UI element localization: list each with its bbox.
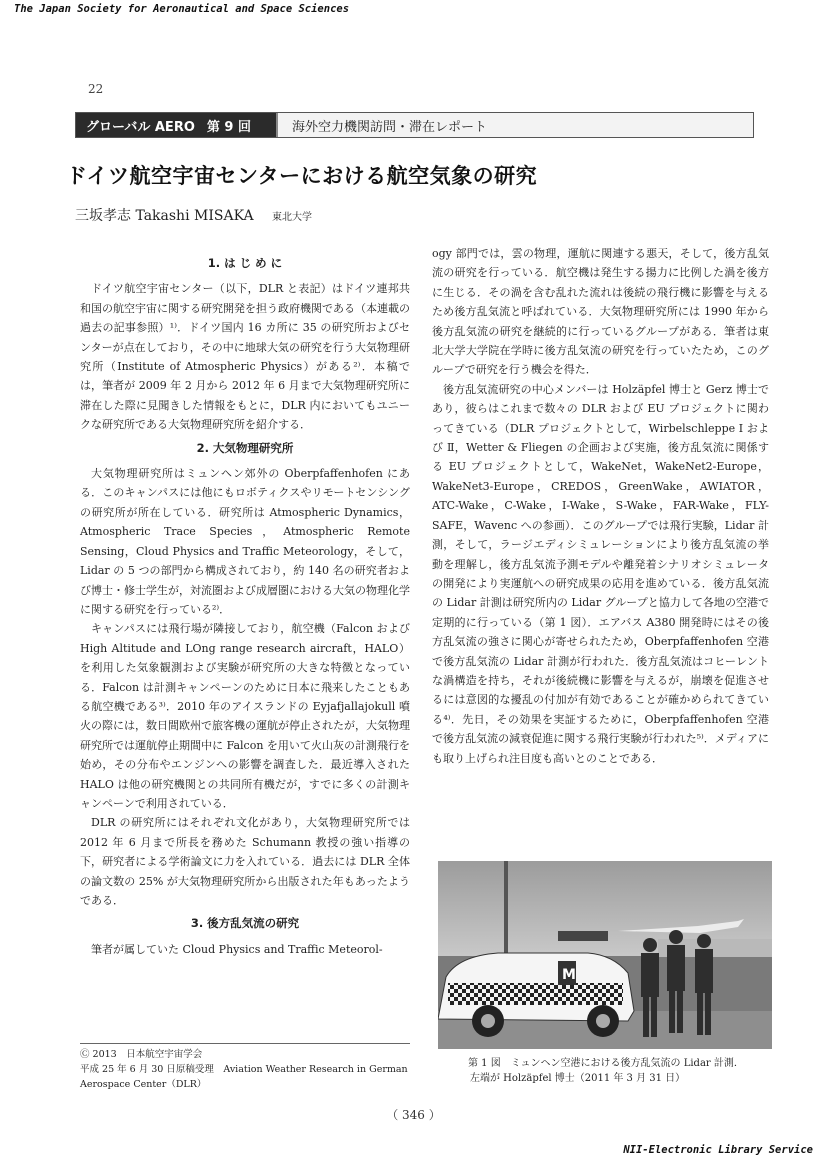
paragraph: 後方乱気流研究の中心メンバーは Holzäpfel 博士と Gerz 博士であり，彼らはこれまで数々の DLR および EU プロジェクトに関わってきている（DLR プロジェクトとして，Wirbelschleppe Ⅰ および Ⅱ，Wetter & Fliegen の企画および実施，後方乱気流に関係する EU プロジェクトとして，WakeNet，WakeNet2-Europe，WakeNet3-Europe，CREDOS，GreenWake，AWIATOR，ATC-Wake，C-Wake，I-Wake，S-Wake，FAR-Wake，FLY-SAFE，Wavenc への参画）．このグループでは飛行実験，Lidar 計測，そして，ラージエディシミュレーションにより後方乱気流の挙動を理解し，後方乱気流予測モデルや離発着シナリオシミュレータの開発により実運航への研究成果の応用を進めている．後方乱気流の Lidar 計測は研究所内の Lidar グループと協力して各地の空港で定期的に行っている（第 1 図）．エアバス A380 開発時にはその後方乱気流の強さに関心が寄せられたため，Oberpfaffenhofen 空港で後方乱気流の Lidar 計測が行われた．後方乱気流はコヒーレントな渦構造を持ち，それが後続機に影響を与えるが，崩壊を促進させるには意図的な擾乱の付加が有効であることが確かめられてきている⁴⁾．先日，その効果を実証するために，Oberpfaffenhofen 空港で後方乱気流の減衰促進に関する飛行実験が行われた⁵⁾．メディアにも取り上げられ注目度も高いとのことである． — [432, 382, 769, 765]
page-number: 22 — [88, 82, 104, 96]
people — [641, 930, 713, 1037]
figure-photo — [438, 861, 772, 1049]
copyright: Ⓒ 2013 日本航空宇宙学会 — [80, 1049, 203, 1060]
section-heading-1: 1. は じ め に — [207, 256, 283, 270]
paragraph: ogy 部門では，雲の物理，運航に関連する悪天，そして，後方乱気流の研究を行っている．航空機は発生する揚力に比例した渦を後方に生じる．その渦を含む乱れた流れは後続の飛行機に影響を与えるため後方乱気流と呼ばれている．大気物理研究所には 1990 年から後方乱気流の研究を継続的に行っているグループがある．筆者は東北大学大学院在学時に後方乱気流の研究を行っていたため，このグループで研究を行う機会を得た． — [432, 247, 769, 377]
airport-lidar-photo — [438, 861, 772, 1049]
series-name: グローバル AERO — [86, 119, 195, 135]
paragraph: キャンパスには飛行場が隣接しており，航空機（Falcon および High Altitude and LOng range research aircraft，HALO）を利用した気象観測および実験が研究所の大きな特徴となっている．Falcon は計測キャンペーンのために日本に飛来したこともある航空機である³⁾．2010 年のアイスランドの Eyjafjallajokull 噴火の際には，数日間欧州で旅客機の運航が停止されたが，大気物理研究所では運航停止期間中に Falcon を用いて火山灰の計測飛行を始め，その分布やエンジンへの影響を調査した．最近導入された HALO は他の研究機関との共同所有機だが，すでに多くの計測キャンペーンで利用されている． — [80, 622, 410, 810]
received-note: 平成 25 年 6 月 30 日原稿受理 Aviation Weather Research in German Aerospace Center（DLR） — [80, 1064, 408, 1090]
right-column — [432, 244, 769, 768]
caption-line: 左端が Holzäpfel 博士（2011 年 3 月 31 日） — [470, 1073, 686, 1084]
left-column — [80, 250, 410, 959]
paragraph: 大気物理研究所はミュンヘン郊外の Oberpfaffenhofen にある．このキャンパスには他にもロボティクスやリモートセンシングの研究所が所在している．研究所は Atmospheric Dynamics，Atmospheric Trace Species，Atmospheric Remote Sensing，Cloud Physics and Traffic Meteorology，そして，Lidar の 5 つの部門から構成されており，約 140 名の研究者および博士・修士学生が，対流圏および成層圏における大気の物理化学に関する研究を行っている²⁾． — [80, 467, 410, 616]
article-title: ドイツ航空宇宙センターにおける航空気象の研究 — [66, 164, 538, 188]
roof-lidar — [558, 931, 608, 941]
paragraph: ドイツ航空宇宙センター（以下，DLR と表記）はドイツ連邦共和国の航空宇宙に関する研究開発を担う政府機関である（本連載の過去の記事参照）¹⁾．ドイツ国内 16 カ所に 35 の研究所およびセンターが点在しており，その中に地球大気の研究を行う大気物理研究所（Institute of Atmospheric Physics）がある²⁾．本稿では，筆者が 2009 年 2 月から 2012 年 6 月まで大気物理研究所に滞在した際に見聞きした情報をもとに，DLR 内においてもユニークな研究所である大気物理研究所を紹介する． — [80, 282, 410, 432]
series-header — [75, 112, 754, 138]
society-banner: The Japan Society for Aeronautical and Space Sciences — [14, 3, 350, 15]
footnote — [80, 1043, 410, 1092]
series-subtitle: 海外空力機関訪問・滞在レポート — [276, 113, 753, 137]
figure-caption — [468, 1056, 768, 1086]
section-heading-2: 2. 大気物理研究所 — [196, 440, 294, 455]
series-label — [76, 113, 276, 137]
journal-page-number: （ 346 ） — [386, 1108, 441, 1122]
author-name: 三坂孝志 Takashi MISAKA — [75, 208, 254, 224]
library-banner: NII-Electronic Library Service — [623, 1144, 813, 1156]
series-number: 第 9 回 — [206, 119, 251, 135]
caption-line: 第 1 図 ミュンヘン空港における後方乱気流の Lidar 計測． — [468, 1058, 744, 1069]
author-affiliation: 東北大学 — [272, 212, 313, 223]
paragraph: DLR の研究所にはそれぞれ文化があり，大気物理研究所では 2012 年 6 月まで所長を務めた Schumann 教授の強い指導の下，研究者による学術論文に力を入れている．過去には DLR 全体の論文数の 25% が大気物理研究所から出版された年もあったようである． — [80, 816, 410, 907]
section-heading-3: 3. 後方乱気流の研究 — [190, 916, 300, 931]
author-line — [75, 205, 312, 225]
paragraph: 筆者が属していた Cloud Physics and Traffic Meteorol- — [91, 942, 383, 956]
mast — [504, 861, 508, 961]
car-marker: M — [562, 967, 576, 983]
